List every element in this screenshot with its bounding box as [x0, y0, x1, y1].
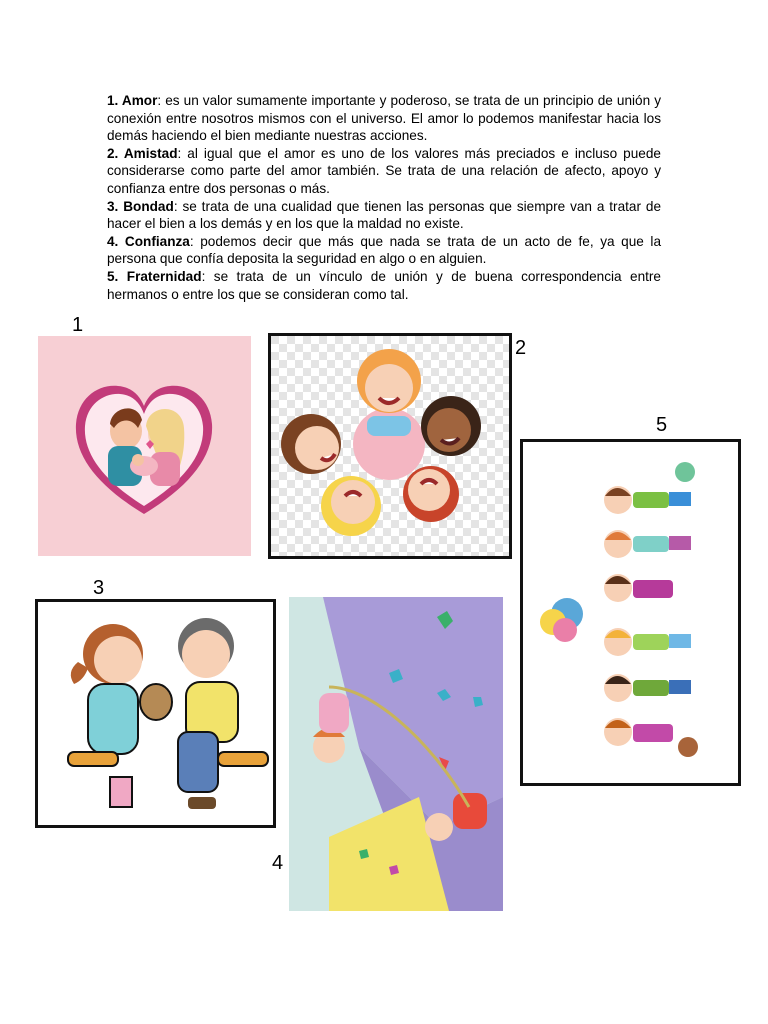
value-term: 5. Fraternidad: [107, 268, 202, 284]
trust-illustration: [289, 597, 503, 911]
friendship-illustration: [268, 333, 512, 559]
image-number-5: 5: [656, 414, 668, 436]
kindness-illustration: [35, 599, 276, 828]
value-term: 2. Amistad: [107, 145, 178, 161]
value-term: 4. Confianza: [107, 233, 190, 249]
love-illustration: [38, 336, 251, 556]
values-text-block: [107, 92, 661, 303]
value-paragraph-amor: [107, 92, 661, 145]
fraternity-illustration: [520, 439, 741, 786]
value-definition: : al igual que el amor es uno de los valores más preciados e incluso puede considerarse como parte del amor también. Se trata de una relación de afecto, apoyo y confianza entre dos personas o más.: [107, 145, 661, 196]
image-number-3: 3: [93, 577, 105, 599]
value-term: 1. Amor: [107, 93, 158, 108]
value-definition: : podemos decir que más que nada se trata de un acto de fe, ya que la persona que confía deposita la seguridad en algo o en alguien.: [107, 233, 662, 267]
value-definition: : es un valor sumamente importante y poderoso, se trata de un principio de unión y conexión entre nosotros mismos con el universo. El amor lo podemos manifestar hacia los demás haciendo el bien mediante nuestras acciones.: [107, 93, 661, 144]
value-term: 3. Bondad: [107, 198, 174, 214]
value-definition: : se trata de un vínculo de unión y de buena correspondencia entre hermanos o entre los que se consideran como tal.: [107, 268, 661, 302]
image-number-4: 4: [272, 852, 284, 874]
image-number-1: 1: [72, 314, 84, 336]
value-definition: : se trata de una cualidad que tienen las personas que siempre van a tratar de hacer el bien a los demás y en los que la maldad no existe.: [107, 198, 662, 232]
value-paragraph-amistad: [107, 145, 661, 198]
image-number-2: 2: [515, 337, 527, 359]
value-paragraph-bondad: [107, 198, 661, 233]
value-paragraph-confianza: [107, 233, 661, 268]
value-paragraph-fraternidad: [107, 268, 661, 303]
